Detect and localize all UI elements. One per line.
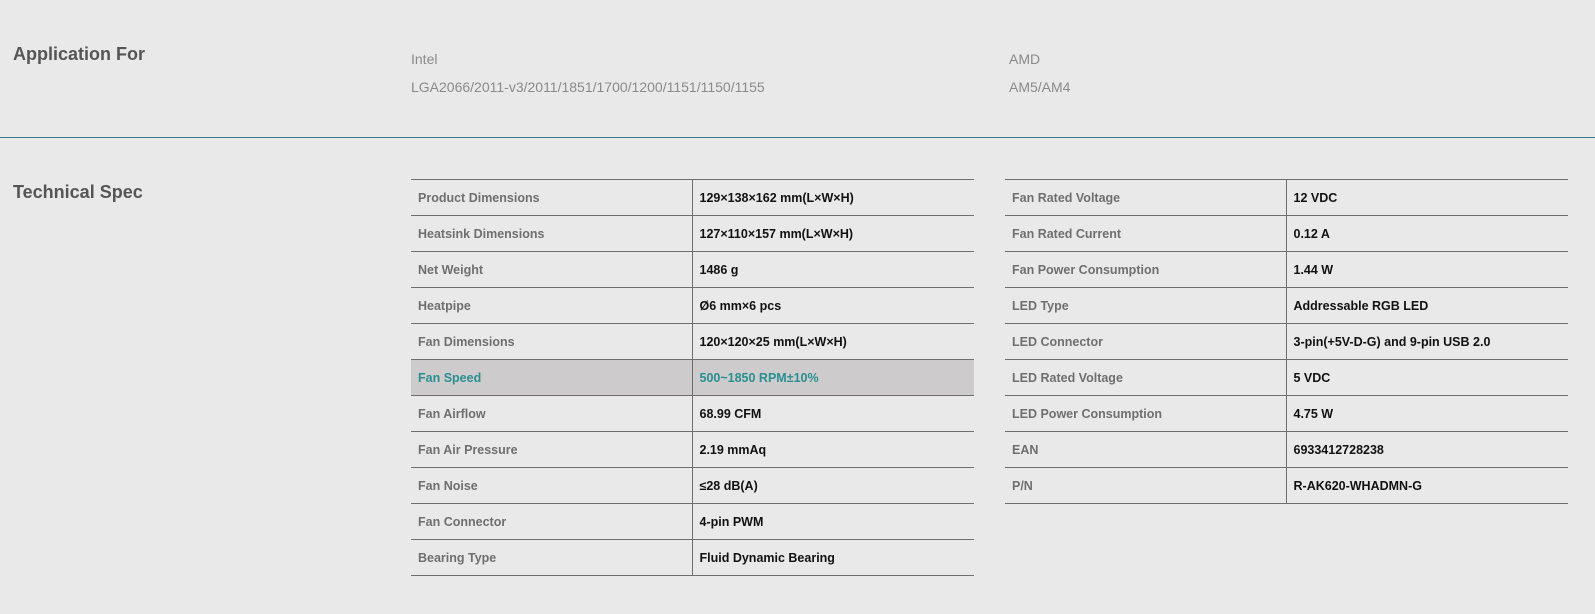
spec-value: 6933412728238 xyxy=(1286,432,1568,468)
spec-value: 129×138×162 mm(L×W×H) xyxy=(692,180,974,216)
spec-label: Fan Connector xyxy=(411,504,692,540)
spec-label: Heatpipe xyxy=(411,288,692,324)
spec-row-highlighted xyxy=(411,360,974,396)
spec-row xyxy=(1005,468,1568,504)
spec-value: Addressable RGB LED xyxy=(1286,288,1568,324)
spec-value: 68.99 CFM xyxy=(692,396,974,432)
spec-row xyxy=(1005,360,1568,396)
spec-row xyxy=(411,252,974,288)
spec-row xyxy=(1005,216,1568,252)
spec-value: 0.12 A xyxy=(1286,216,1568,252)
amd-sockets: AM5/AM4 xyxy=(1009,79,1071,95)
intel-brand-label: Intel xyxy=(411,51,438,67)
technical-spec-heading: Technical Spec xyxy=(13,182,143,202)
spec-label: EAN xyxy=(1005,432,1286,468)
spec-label: Fan Noise xyxy=(411,468,692,504)
spec-value: 12 VDC xyxy=(1286,180,1568,216)
spec-value: 500~1850 RPM±10% xyxy=(692,360,974,396)
spec-label: Bearing Type xyxy=(411,540,692,576)
spec-label: LED Rated Voltage xyxy=(1005,360,1286,396)
spec-label: Fan Rated Current xyxy=(1005,216,1286,252)
spec-row xyxy=(411,504,974,540)
spec-row xyxy=(1005,252,1568,288)
spec-row xyxy=(1005,396,1568,432)
section-divider xyxy=(0,137,1595,138)
application-for-heading: Application For xyxy=(13,44,145,64)
spec-value: 2.19 mmAq xyxy=(692,432,974,468)
spec-row xyxy=(1005,432,1568,468)
spec-row xyxy=(1005,288,1568,324)
spec-value: 1.44 W xyxy=(1286,252,1568,288)
spec-label: Fan Speed xyxy=(411,360,692,396)
spec-row xyxy=(411,324,974,360)
spec-label: LED Type xyxy=(1005,288,1286,324)
spec-value: Ø6 mm×6 pcs xyxy=(692,288,974,324)
intel-compatibility xyxy=(411,50,765,96)
spec-table-left xyxy=(411,179,974,576)
spec-label: Fan Air Pressure xyxy=(411,432,692,468)
spec-label: Fan Dimensions xyxy=(411,324,692,360)
spec-label: LED Power Consumption xyxy=(1005,396,1286,432)
spec-label: Fan Rated Voltage xyxy=(1005,180,1286,216)
spec-label: Product Dimensions xyxy=(411,180,692,216)
spec-value: 127×110×157 mm(L×W×H) xyxy=(692,216,974,252)
spec-table-right xyxy=(1005,179,1568,504)
spec-label: Fan Airflow xyxy=(411,396,692,432)
spec-value: 1486 g xyxy=(692,252,974,288)
spec-row xyxy=(411,216,974,252)
spec-label: Net Weight xyxy=(411,252,692,288)
intel-sockets: LGA2066/2011-v3/2011/1851/1700/1200/1151/1150/1155 xyxy=(411,79,765,95)
spec-value: R-AK620-WHADMN-G xyxy=(1286,468,1568,504)
spec-value: 120×120×25 mm(L×W×H) xyxy=(692,324,974,360)
spec-label: LED Connector xyxy=(1005,324,1286,360)
spec-row xyxy=(411,288,974,324)
spec-row xyxy=(411,432,974,468)
spec-value: Fluid Dynamic Bearing xyxy=(692,540,974,576)
amd-brand-label: AMD xyxy=(1009,51,1041,67)
spec-row xyxy=(1005,324,1568,360)
spec-value: 4.75 W xyxy=(1286,396,1568,432)
spec-row xyxy=(411,396,974,432)
spec-row xyxy=(411,468,974,504)
spec-label: Fan Power Consumption xyxy=(1005,252,1286,288)
spec-value: 4-pin PWM xyxy=(692,504,974,540)
amd-compatibility xyxy=(1009,50,1070,96)
spec-value: 3-pin(+5V-D-G) and 9-pin USB 2.0 xyxy=(1286,324,1568,360)
spec-label: Heatsink Dimensions xyxy=(411,216,692,252)
spec-row xyxy=(1005,180,1568,216)
spec-label: P/N xyxy=(1005,468,1286,504)
spec-row xyxy=(411,540,974,576)
spec-value: 5 VDC xyxy=(1286,360,1568,396)
spec-row xyxy=(411,180,974,216)
spec-value: ≤28 dB(A) xyxy=(692,468,974,504)
